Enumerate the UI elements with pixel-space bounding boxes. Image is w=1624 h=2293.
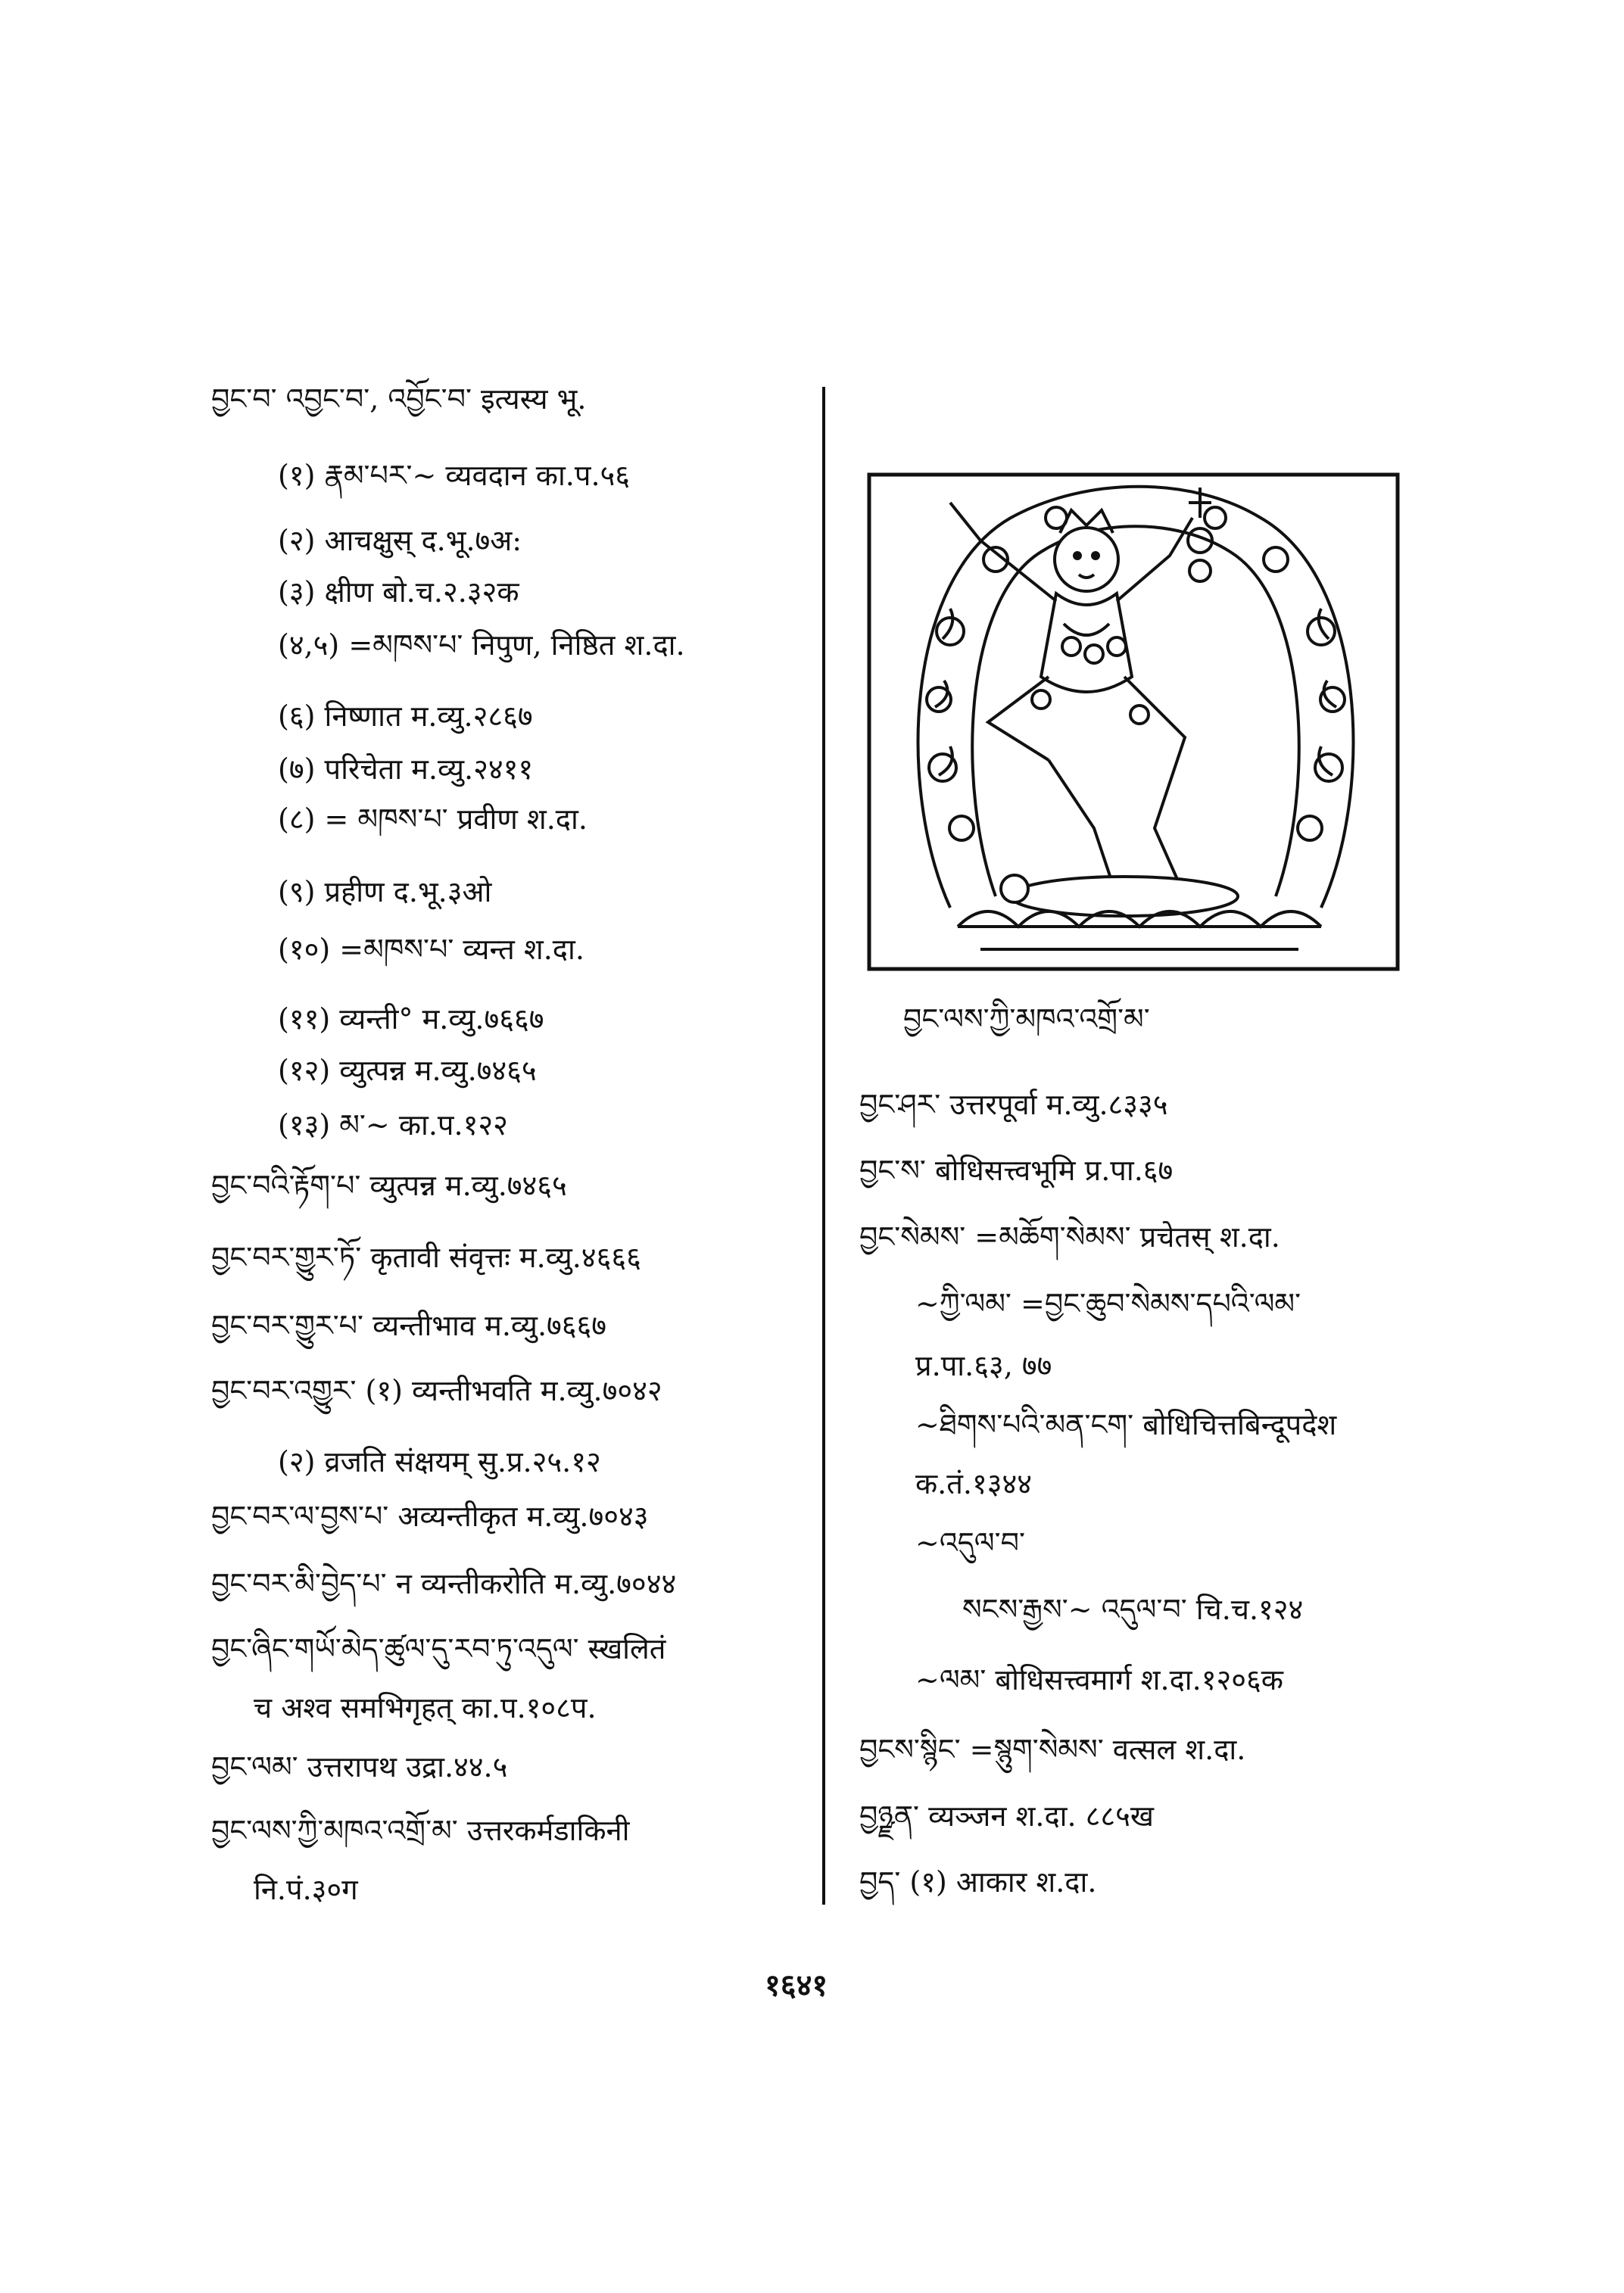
continuation-line: प्र.पा.६३, ७७ xyxy=(915,1349,1052,1382)
sense-line: (३) क्षीण बो.च.२.३२क xyxy=(278,575,519,609)
sense-line: (१०) =མཁས་པ་ व्यन्त श.दा. xyxy=(278,933,584,966)
sense-line: (११) व्यन्ती° म.व्यु.७६६७ xyxy=(278,1002,544,1036)
entry-headword-line: བྱང་ལམ་ उत्तरापथ उद्रा.४४.५ xyxy=(211,1750,508,1784)
sense-line: (९) प्रहीण द.भू.३ओ xyxy=(278,875,492,908)
illustration-caption: བྱང་ལས་ཀྱི་མཁའ་འགྲོ་མ་ xyxy=(903,1002,1150,1036)
continuation-line: क.तं.१३४४ xyxy=(915,1467,1033,1500)
entry-headword-line: བྱང་ལས་ཀྱི་མཁའ་འགྲོ་མ་ उत्तरकर्मडाकिनी xyxy=(211,1814,630,1847)
entry-headword-line: བྱང་བའི་རྟོག་པ་ व्युत्पन्न म.व्यु.७४६५ xyxy=(211,1169,567,1202)
entry-headword-line: བྱང་བར་གྱུར་པ་ व्यन्तीभाव म.व्यु.७६६७ xyxy=(211,1309,607,1342)
entry-headword-line: བྱད་ (१) आकार श.दा. xyxy=(859,1865,1097,1899)
sub-entry-line: ~ལམ་ बोधिसत्त्वमार्ग श.दा.१२०६क xyxy=(915,1663,1283,1696)
entry-headword-line: བྱངས་སྙིང་ =སྙུག་སེམས་ वत्सल श.दा. xyxy=(859,1733,1246,1766)
continuation-line: च अश्व समभिगृहत् का.प.१०८प. xyxy=(254,1691,597,1724)
entry-headword-line: བྱང་ཞིང་གཡོ་མེད་ཚུལ་དུ་རབ་ཏུ་འདུལ་ स्खलितं xyxy=(211,1632,666,1665)
sub-entry-line: ~ཐིགས་པའི་མན་ངག་ बोधिचित्तबिन्दूपदेश xyxy=(915,1408,1337,1441)
woodcut-figure-image xyxy=(867,472,1400,971)
sub-entry-line: ~ཀྱི་ལམ་ =བྱང་ཆུབ་སེམས་དཔའི་ལམ་ xyxy=(915,1287,1301,1320)
page-number: १६४१ xyxy=(765,1967,828,2003)
entry-headword-line: བྱང་བར་གྱུར་ཏོ་ कृतावी संवृत्तः म.व्यु.४६६६ xyxy=(211,1241,641,1274)
sense-line: (६) निष्णात म.व्यु.२८६७ xyxy=(278,699,533,733)
sense-line: (२) व्रजति संक्षयम् सु.प्र.२५.१२ xyxy=(278,1445,601,1478)
sub-entry-line: ~འདུལ་བ་ xyxy=(915,1526,1025,1559)
sense-line: (१) རྣམ་པར་~ व्यवदान का.प.५६ xyxy=(278,459,631,492)
sense-line: (२) आचक्षुस् द.भू.७अ: xyxy=(278,524,522,557)
sense-line: (४,५) =མཁས་པ་ निपुण, निष्ठित श.दा. xyxy=(278,628,685,662)
sense-line: (७) परिचेता म.व्यु.२४११ xyxy=(278,752,534,786)
column-divider xyxy=(822,387,825,1905)
entry-headword-line: བྱང་བར་མི་བྱེད་པ་ न व्यन्तीकरोति म.व्यु.७०४४ xyxy=(211,1567,677,1600)
entry-headword-line: བྱང་བར་ལ་བྱས་པ་ अव्यन्तीकृत म.व्यु.७०४३ xyxy=(211,1500,649,1533)
entry-headword-line: བྱང་ས་ बोधिसत्त्वभूमि प्र.पा.६७ xyxy=(859,1154,1174,1187)
sense-line: (१३) མ་~ का.प.१२२ xyxy=(278,1108,508,1142)
entry-headword-line: བྱང་བར་འགྱུར་ (१) व्यन्तीभवति म.व्यु.७०४२ xyxy=(211,1374,662,1407)
sense-line: (८) = མཁས་པ་ प्रवीण श.दा. xyxy=(278,802,588,836)
example-line: སངས་རྒྱས་~ འདུལ་བ་ चि.च.१२४ xyxy=(962,1593,1304,1626)
dakini-illustration xyxy=(867,472,1400,971)
entry-headword-line: བྱཉྫན་ व्यञ्जन श.दा. ८८५ख xyxy=(859,1799,1154,1833)
entry-headword-line: བྱང་བ་ འབྱང་བ་, འབྱོང་བ་ इत्यस्य भू. xyxy=(211,382,587,416)
sense-line: (१२) व्युत्पन्न म.व्यु.७४६५ xyxy=(278,1054,537,1087)
entry-headword-line: བྱང་ཤར་ उत्तरपूर्वा म.व्यु.८३३५ xyxy=(859,1088,1168,1121)
entry-headword-line: བྱང་སེམས་ =མཆོག་སེམས་ प्रचेतस् श.दा. xyxy=(859,1220,1280,1254)
continuation-line: नि.पं.३०ग xyxy=(254,1873,358,1906)
